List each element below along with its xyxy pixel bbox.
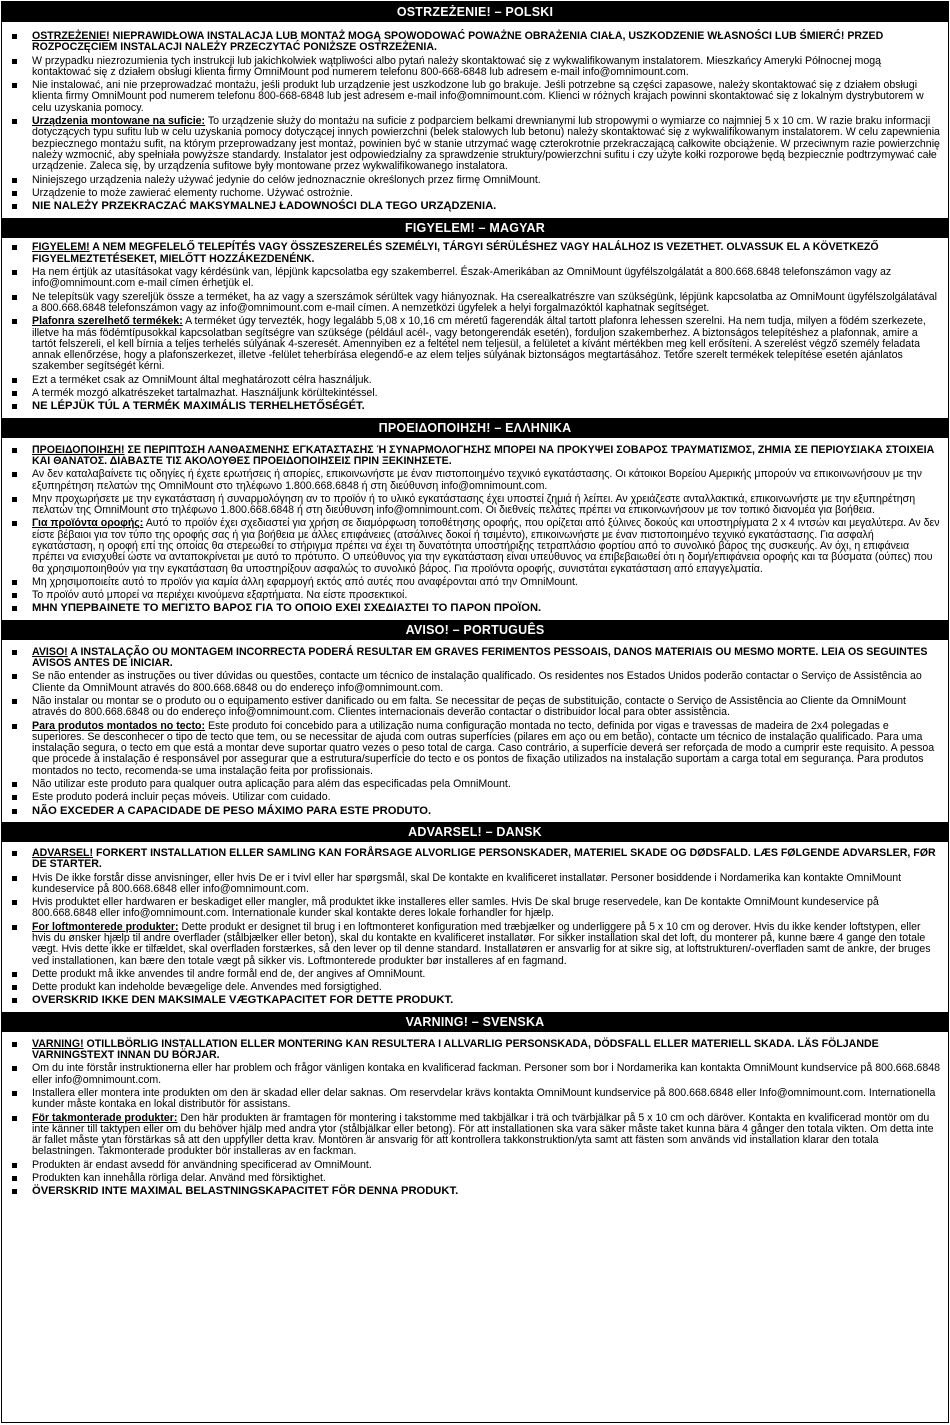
warning-item-text: Den här produkten är framtagen för montering i takstomme med takbjälkar i trä och tvärbjälkar på 5 x 10 cm och däröver. Kontakta en kvalificerad montör om du inte känner till taktypen eller om du behöver hjälp med andra ytor (stålbjälkar eller betong). För att installationen ska vara säker måste taket kunna bära 4 gånger den totala vikten. Om detta inte är fallet måste ytan förstärkas så att den uppfyller detta krav. Montören är ansvarig för att kontrollera takkonstruktion/yta samt att fästen som används vid installation klarar den totala belastningen. Takmonterade produkter bör installeras av en fackman. <box>32 1111 934 1158</box>
warning-item-text: Produkten kan innehålla rörliga delar. Använd med försiktighet. <box>32 1172 326 1185</box>
warning-item-lead: VARNING! <box>32 1037 84 1050</box>
warning-item-text: W przypadku niezrozumienia tych instrukcji lub jakichkolwiek wątpliwości albo pytań należy skontaktować się z wykwalifikowanym instalatorem. Mieszkańcy Ameryki Północnej mogą kontaktować się z działem obsługi klienta firmy OmniMount pod numerem telefonu 800-668-6848 lub adresem e-mail info@omnimount.com. <box>32 54 882 78</box>
warning-item <box>10 1160 940 1171</box>
warning-item-text: Αν δεν καταλαβαίνετε τις οδηγίες ή έχετε ερωτήσεις ή απορίες, επικοινωνήστε με έναν πιστοποιημένο τεχνικό εγκατάστασης. Οι κάτοικοι Βορείου Αμερικής μπορούν να επικοινωνήσουν με την εξυπηρέτηση πελατών της OmniMount στο τηλέφωνο 1.800.668.6848 ή στη διεύθυνση info@omnimount.com. <box>32 468 922 492</box>
warning-item-text: Este produto poderá incluir peças móveis. Utilizar com cuidado. <box>32 791 331 804</box>
warning-item-text: Hvis produktet eller hardwaren er beskadiget eller mangler, må produktet ikke installeres eller samles. Hvis De skal bruge reservedele, kan De kontakte OmniMount kundeservice på 800.668.6848 eller info@omnimount.com. Internationale kunder skal kontakte deres lokale forhandler for hjælp. <box>32 896 879 920</box>
warning-item-text: Om du inte förstår instruktionerna eller har problem och frågor vänligen kontaka en kvalificerad fackman. Personer som bor i Nordamerika kan kontakta OmniMount kundservice på 800.668.6848 eller info@omnimount.com. <box>32 1062 940 1086</box>
warning-item <box>10 80 940 114</box>
warning-item-lead: Plafonra szerelhető termékek: <box>32 315 183 328</box>
section-portuguese <box>2 620 948 822</box>
warning-item <box>10 242 940 265</box>
section-header: FIGYELEM! – MAGYAR <box>2 218 948 238</box>
warning-item-text: Nie instalować, ani nie przeprowadzać montażu, jeśli produkt lub urządzenie jest uszkodzone lub go brakuje. Jeśli potrzebne są części zapasowe, należy skontaktować się z działem obsługi klienta firmy OmniMount pod numerem telefonu 800-668-6848 lub jest adresem e-mail info@omnimount.com. Klienci w różnych krajach powinni skontaktować się z lokalnym dystrybutorem w celu uzyskania pomocy. <box>32 79 924 114</box>
warning-item-text: OVERSKRID IKKE DEN MAKSIMALE VÆGTKAPACITET FOR DETTE PRODUKT. <box>32 994 454 1007</box>
warning-item <box>10 175 940 186</box>
warning-list <box>2 438 948 620</box>
warning-document <box>1 1 949 1423</box>
warning-item-text: Αυτό το προϊόν έχει σχεδιαστεί για χρήση σε διαμόρφωση τοποθέτησης οροφής, που ορίζεται από ξύλινες δοκούς και υποστηρίγματα 2 x 4 ιντσών και μεγαλύτερα. Αν δεν είστε βέβαιοι για τον τύπο της οροφής σας ή για βοήθεια με άλλες επιφάνειες (ατσάλινες δοκοί ή τσιμέντο), επικοινωνήστε με έναν πιστοποιημένο τεχνικό εγκατάστασης. Για ασφαλή εγκατάσταση, η οροφή επί της οποίας θα στερεωθεί το στήριγμα πρέπει να έχει τη δυνατότητα υποστήριξης τετραπλάσιο φορτίου από το συνολικό βάρος της συσκευής. Αν όχι, η επιφάνεια πρέπει να ενισχυθεί ώστε να ανταποκρίνεται με αυτό το πρότυπο. Ο υπεύθυνος για την εγκατάσταση είναι υπεύθυνος να επιβεβαιωθεί ότι η δομή/επιφάνεια οροφής και τα βύσματα (ούπες) που θα χρησιμοποιηθούν για την εγκατάσταση θα υποστηρίξουν ασφαλώς το συνολικό βάρος. Για προϊόντα οροφής, συνιστάται εγκατάσταση από επαγγελματία. <box>32 517 940 575</box>
warning-item <box>10 577 940 588</box>
warning-item <box>10 188 940 199</box>
warning-item <box>10 647 940 670</box>
warning-item-text: Urządzenie to może zawierać elementy ruchome. Używać ostrożnie. <box>32 186 353 199</box>
warning-item-text: A terméket úgy tervezték, hogy legalább 5,08 x 10,16 cm méretű fagerendák által tartott plafonra lehessen szerelni. Ha nem tudja, milyen a födém szerkezete, illetve ha más födémtípusokkal kapcsolatban segítségre van szüksége (például acél-, vagy betongerendák esetén), forduljon szakemberhez. A biztonságos telepítéshez a plafonnak, amire a tartót felszereli, el kell bírnia a teljes terhelés súlyának 4-szeresét. Amennyiben ez a feltétel nem teljesül, a felületet a kívánt mértékben meg kell erősíteni. A szerelést végző személy feladata annak ellenőrzése, hogy a plafonszerkezet, illetve -felület teherbírása elegendő-e az elem teljes súlyának biztonságos megtartásához. Tetőre szerelt termékek telepítése esetén ajánlatos szakember segítségét kérni. <box>32 315 926 373</box>
warning-item-text: Não utilizar este produto para qualquer outra aplicação para além das especificadas pela OmniMount. <box>32 778 511 791</box>
warning-item-text: Dette produkt må ikke anvendes til andre formål end de, der angives af OmniMount. <box>32 967 426 980</box>
warning-item-text: Dette produkt kan indeholde bevægelige dele. Anvendes med forsigtighed. <box>32 981 382 994</box>
warning-item <box>10 922 940 967</box>
warning-item-lead: AVISO! <box>32 645 68 658</box>
warning-item-text: ΜΗΝ ΥΠΕΡΒΑΙΝΕΤΕ ΤΟ ΜΕΓΙΣΤΟ ΒΑΡΟΣ ΓΙΑ ΤΟ ΟΠΟΙΟ ΕΧΕΙ ΣΧΕΔΙΑΣΤΕΙ ΤΟ ΠΑΡΟΝ ΠΡΟΪΟΝ. <box>32 602 542 615</box>
warning-item-text: A INSTALAÇÃO OU MONTAGEM INCORRECTA PODERÁ RESULTAR EM GRAVES FERIMENTOS PESSOAIS, DANOS MATERIAIS OU MESMO MORTE. LEIA OS SEGUINTES AVISOS ANTES DE INICIAR. <box>32 645 928 670</box>
warning-item <box>10 848 940 871</box>
warning-item <box>10 267 940 290</box>
warning-item <box>10 401 940 412</box>
warning-item <box>10 316 940 372</box>
section-greek <box>2 418 948 620</box>
warning-item <box>10 806 940 817</box>
warning-item-text: Hvis De ikke forstår disse anvisninger, eller hvis De er i tvivl eller har spørgsmål, skal De kontakte en kvalificeret installatør. Personer bosiddende i Nordamerika kan kontakte OmniMount kundeservice på 800.668.6848 eller info@omnimount.com. <box>32 871 902 895</box>
warning-item <box>10 445 940 468</box>
warning-item <box>10 1063 940 1086</box>
warning-item <box>10 31 940 54</box>
warning-item <box>10 1088 940 1111</box>
warning-item-text: Ezt a terméket csak az OmniMount által meghatározott célra használjuk. <box>32 373 372 386</box>
warning-item <box>10 1113 940 1158</box>
warning-item <box>10 1173 940 1184</box>
warning-item-text: ΣΕ ΠΕΡΙΠΤΩΣΗ ΛΑΝΘΑΣΜΕΝΗΣ ΕΓΚΑΤΑΣΤΑΣΗΣ Ή ΣΥΝΑΡΜΟΛΟΓΗΣΗΣ ΜΠΟΡΕΙ ΝΑ ΠΡΟΚΥΨΕΙ ΣΟΒΑΡΟΣ ΤΡΑΥΜΑΤΙΣΜΟΣ, ΖΗΜΙΑ ΣΕ ΠΕΡΙΟΥΣΙΑΚΑ ΣΤΟΙΧΕΙΑ ΚΑΙ ΘΑΝΑΤΟΣ. ΔΙΑΒΑΣΤΕ ΤΙΣ ΑΚΟΛΟΥΘΕΣ ΠΡΟΕΙΔΟΠΟΙΗΣΕΙΣ ΠΡΙΝ ΞΕΚΙΝΗΣΕΤΕ. <box>32 443 935 467</box>
warning-item <box>10 779 940 790</box>
warning-item-lead: OSTRZEŻENIE! <box>32 30 110 42</box>
warning-item-text: Este produto foi concebido para a utilização numa configuração montada no tecto, definida por vigas e travessas de madeira de 2x4 polegadas e superiores. Se desconhecer o tipo de tecto que tem, ou se necessitar de ajuda com outras superfícies (pilares em aço ou em betão), contacte um técnico de instalação qualificado. Para uma instalação segura, o tecto em que está a montar deve suportar quatro vezes o peso total de carga. Caso contrário, a superfície deverá ser reforçada de modo a cumprir este requisito. A pessoa que procede à instalação é responsável por assegurar que a estrutura/superfície do tecto e os pontos de fixação utilizados na instalação suportam a carga total em segurança. Para produtos montados no tecto, recomenda-se uma instalação feita por profissionais. <box>32 719 935 777</box>
warning-item-text: NIE NALEŻY PRZEKRACZAĆ MAKSYMALNEJ ŁADOWNOŚCI DLA TEGO URZĄDZENIA. <box>32 200 497 213</box>
warning-item-lead: ADVARSEL! <box>32 846 94 859</box>
warning-item-text: A termék mozgó alkatrészeket tartalmazhat. Használjunk körültekintéssel. <box>32 387 378 400</box>
section-header: OSTRZEŻENIE! – POLSKI <box>2 2 948 22</box>
warning-item <box>10 56 940 79</box>
section-hungarian <box>2 218 948 417</box>
warning-item-lead: Para produtos montados no tecto: <box>32 719 206 732</box>
warning-item-text: To urządzenie służy do montażu na suficie z podparciem belkami drewnianymi lub stropowymi o wymiarze co najmniej 5 x 10 cm. W razie braku informacji dotyczących typu sufitu lub w celu uzyskania pomocy dotyczącej innych powierzchni (belek stalowych lub betonu) należy skontaktować się z wykwalifikowanym instalatorem. W celu zapewnienia bezpiecznego montażu sufit, na którym przeprowadzany jest montaż, powinien być w stanie utrzymać wagę czterokrotnie przekraczającą całkowite obciążenie. W przeciwnym razie powierzchnię należy wzmocnić, aby spełniała powyższe standardy. Instalator jest odpowiedzialny za sprawdzenie struktury/powierzchni sufitu i czy użyte kołki rozporowe będą bezpiecznie podtrzymywać całe urządzenie. Zaleca się, by urządzenia sufitowe były montowane przez wykwalifikowanego instalatora. <box>32 115 940 173</box>
warning-item-text: ÖVERSKRID INTE MAXIMAL BELASTNINGSKAPACITET FÖR DENNA PRODUKT. <box>32 1185 459 1198</box>
section-header: VARNING! – SVENSKA <box>2 1012 948 1032</box>
warning-item-text: Ne telepítsük vagy szereljük össze a terméket, ha az vagy a szerszámok sérültek vagy hiányoznak. Ha cserealkatrészre van szükségünk, lépjünk kapcsolatba az OmniMount ügyfélszolgálatával a 800.668.6848 telefonszámon vagy az info@omnimount.com e-mail címen. A nemzetközi ügyfelek a helyi forgalmazóktól kaphatnak segítséget. <box>32 290 938 314</box>
section-swedish <box>2 1012 948 1203</box>
warning-item <box>10 590 940 601</box>
warning-list <box>2 1032 948 1203</box>
warning-item <box>10 494 940 517</box>
warning-list <box>2 22 948 218</box>
warning-item <box>10 518 940 574</box>
warning-item <box>10 671 940 694</box>
warning-item-lead: För takmonterade produkter: <box>32 1111 178 1124</box>
warning-item-lead: For loftmonterede produkter: <box>32 920 179 933</box>
warning-item-text: Μη χρησιμοποιείτε αυτό το προϊόν για καμία άλλη εφαρμογή εκτός από αυτές που αναφέρονται από την OmniMount. <box>32 575 578 588</box>
warning-item-lead: Urządzenia montowane na suficie: <box>32 115 206 128</box>
warning-item-text: OTILLBÖRLIG INSTALLATION ELLER MONTERING KAN RESULTERA I ALLVARLIG PERSONSKADA, DÖDSFALL ELLER MATERIELL SKADA. LÄS FÖLJANDE VARNINGSTEXT INNAN DU BÖRJAR. <box>32 1037 879 1062</box>
warning-item <box>10 873 940 896</box>
section-polish <box>2 2 948 218</box>
section-header: ADVARSEL! – DANSK <box>2 822 948 842</box>
warning-item-text: Μην προχωρήσετε με την εγκατάσταση ή συναρμολόγηση αν το προϊόν ή το υλικό εγκατάστασης έχει υποστεί ζημιά ή λείπει. Αν χρειάζεστε ανταλλακτικά, επικοινωνήστε με την εξυπηρέτηση πελατών της OmniMount στο τηλέφωνο 1.800.668.6848 ή στη διεύθυνση info@omnimount.com. Οι διεθνείς πελάτες πρέπει να επικοινωνήσουν με τον τοπικό διανομέα για βοήθεια. <box>32 492 916 517</box>
warning-item <box>10 292 940 315</box>
warning-list <box>2 238 948 417</box>
warning-item-text: Produkten är endast avsedd för användning specificerad av OmniMount. <box>32 1158 372 1171</box>
warning-item <box>10 721 940 777</box>
warning-item-text: Não instalar ou montar se o produto ou o equipamento estiver danificado ou em falta. Se necessitar de peças de substituição, contacte o Serviço de Assistência ao Cliente da OmniMount através do 800.668.6848 ou do endereço info@omnimount.com. Clientes internacionais deverão contactar o distribuidor local para obter assistência. <box>32 694 906 719</box>
warning-item-lead: ΠΡΟΕΙΔΟΠΟΙΗΣΗ! <box>32 443 125 456</box>
warning-item-text: Dette produkt er designet til brug i en loftmonteret konfiguration med træbjælker og underliggere på 5 x 10 cm og derover. Hvis du ikke kender loftstypen, eller hvis du ønsker hjælp til andre overflader (stålbjælker eller beton), skal du kontakte en kvalificeret installatør. For sikker installation skal det loft, du monterer på, kunne bære 4 gange den totale vægt. Hvis dette ikke er tilfældet, skal overfladen forstærkes, så den lever op til denne standard. Installatøren er ansvarlig for at sikre sig, at loftstrukturen/-overfladen samt de ankre, der bruges ved installationen, kan bære den totale vægt på sikker vis. Loftmonterede produkter bør installeres af en fagmand. <box>32 920 931 967</box>
warning-item <box>10 375 940 386</box>
section-danish <box>2 822 948 1012</box>
warning-item <box>10 388 940 399</box>
warning-item-text: A NEM MEGFELELŐ TELEPÍTÉS VAGY ÖSSZESZERELÉS SZEMÉLYI, TÁRGYI SÉRÜLÉSHEZ VAGY HALÁLHOZ IS VEZETHET. OLVASSUK EL A KÖVETKEZŐ FIGYELMEZTETÉSEKET, MIELŐTT HOZZÁKEZDENÉNK. <box>32 241 879 265</box>
warning-item-text: Ha nem értjük az utasításokat vagy kérdésünk van, lépjünk kapcsolatba egy szakemberrel. Észak-Amerikában az OmniMount ügyfélszolgálatát a 800.668.6848 telefonszámon vagy az info@omnimount.com e-mail címen érhetjük el. <box>32 266 892 290</box>
warning-item-text: Niniejszego urządzenia należy używać jedynie do celów jednoznacznie określonych przez firmę OmniMount. <box>32 173 541 186</box>
warning-item <box>10 603 940 614</box>
section-header: ΠΡΟΕΙΔΟΠΟΙΗΣΗ! – ΕΛΛΗΝΙΚΑ <box>2 418 948 438</box>
warning-item-lead: FIGYELEM! <box>32 241 90 254</box>
warning-item-lead: Για προϊόντα οροφής: <box>32 517 144 530</box>
warning-item <box>10 696 940 719</box>
warning-item-text: Installera eller montera inte produkten om den är skadad eller delar saknas. Om reservdelar krävs kontakta OmniMount kundservice på 800.668.6848 eller Info@omnimount.com. Internationella kunder måste kontaka en lokal distributör för assistans. <box>32 1086 936 1111</box>
section-header: AVISO! – PORTUGUÊS <box>2 620 948 640</box>
warning-item-text: FORKERT INSTALLATION ELLER SAMLING KAN FORÅRSAGE ALVORLIGE PERSONSKADER, MATERIEL SKADE OG DØDSFALD. LÆS FØLGENDE ADVARSLER, FØR DE STARTER. <box>32 846 936 871</box>
warning-item <box>10 116 940 172</box>
warning-item <box>10 1039 940 1062</box>
warning-item <box>10 995 940 1006</box>
warning-item <box>10 792 940 803</box>
warning-item-text: NÃO EXCEDER A CAPACIDADE DE PESO MÁXIMO PARA ESTE PRODUTO. <box>32 804 432 817</box>
warning-list <box>2 640 948 822</box>
warning-item <box>10 982 940 993</box>
warning-item-text: NIEPRAWIDŁOWA INSTALACJA LUB MONTAŻ MOGĄ SPOWODOWAĆ POWAŻNE OBRAŻENIA CIAŁA, USZKODZENIE WŁASNOŚCI LUB ŚMIERĆ! PRZED ROZPOCZĘCIEM INSTALACJI NALEŻY PRZECZYTAĆ PONIŻSZE OSTRZEŻENIA. <box>32 30 884 54</box>
warning-item <box>10 469 940 492</box>
warning-list <box>2 842 948 1012</box>
warning-item-text: Το προϊόν αυτό μπορεί να περιέχει κινούμενα εξαρτήματα. Να είστε προσεκτικοί. <box>32 589 408 602</box>
warning-item-text: NE LÉPJÜK TÚL A TERMÉK MAXIMÁLIS TERHELHETŐSÉGÉT. <box>32 400 365 413</box>
warning-item <box>10 969 940 980</box>
warning-item <box>10 1186 940 1197</box>
warning-item <box>10 201 940 212</box>
warning-item-text: Se não entender as instruções ou tiver dúvidas ou questões, contacte um técnico de instalação qualificado. Os residentes nos Estados Unidos poderão contactar o Serviço de Assistência ao Cliente da OmniMount através do 800.668.6848 ou do endereço info@omnimount.com. <box>32 670 922 694</box>
warning-item <box>10 897 940 920</box>
